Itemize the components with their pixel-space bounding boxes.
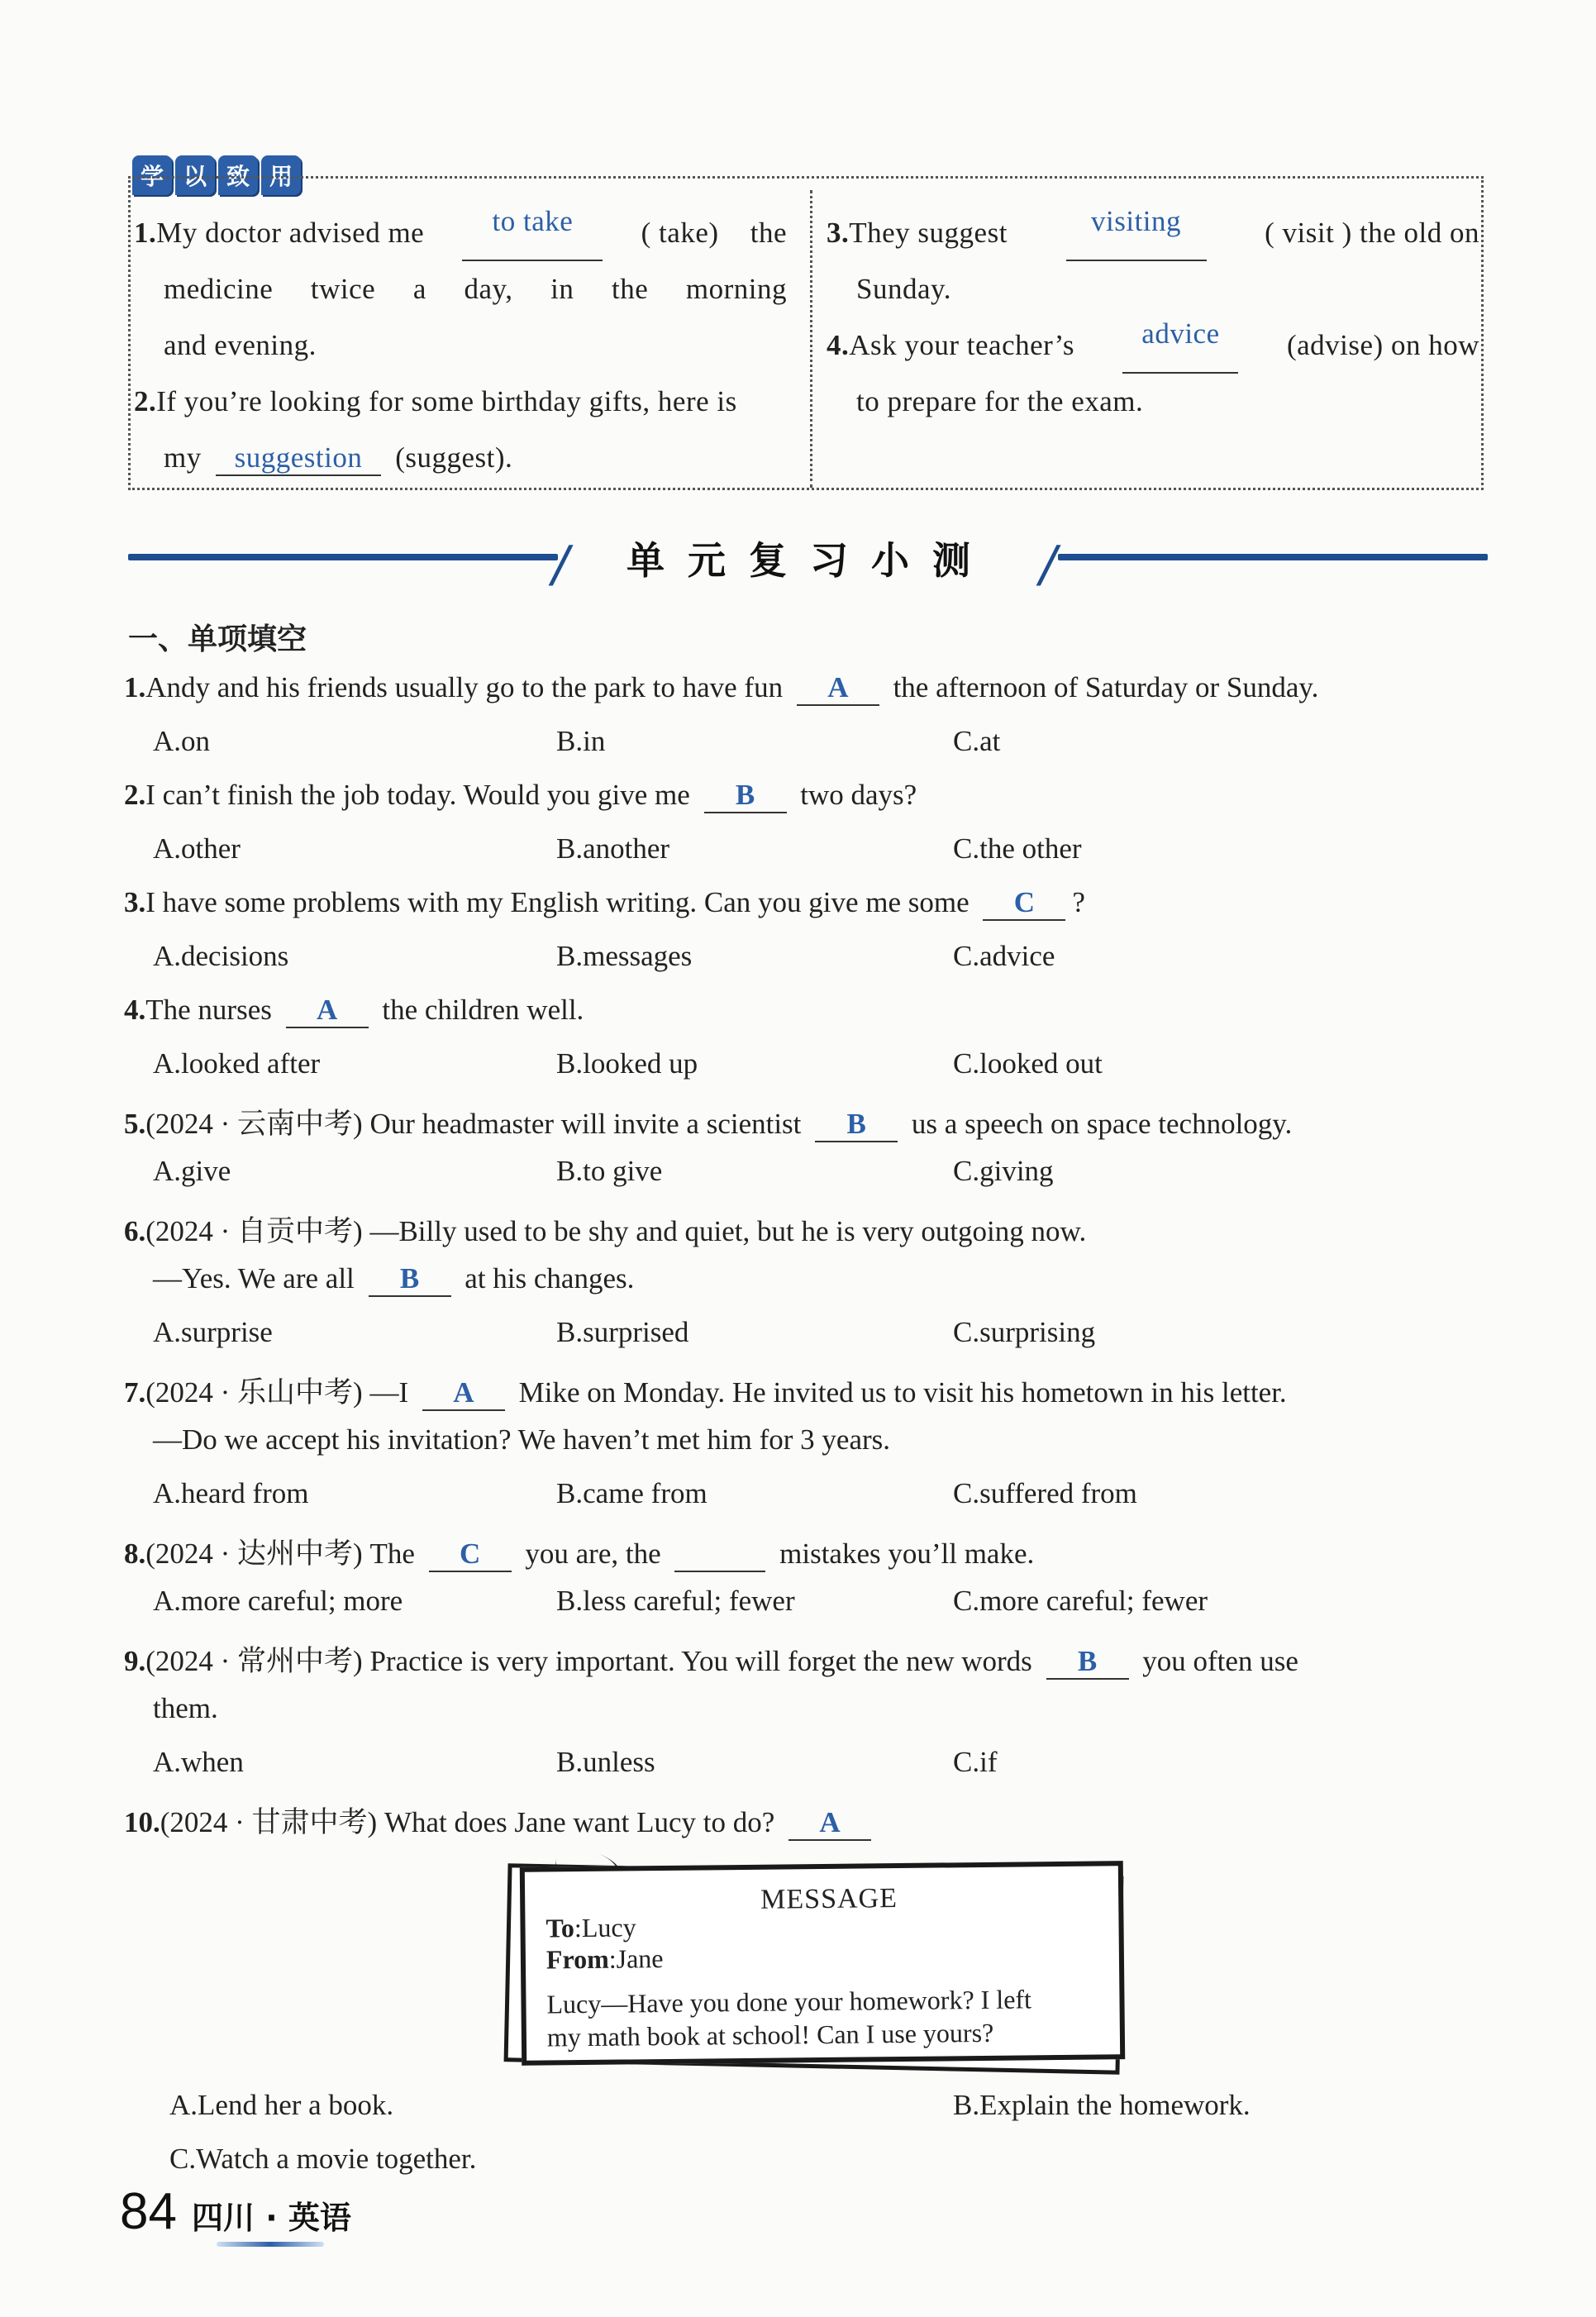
- option-b: B.less careful; fewer: [556, 1585, 795, 1617]
- answer-blank: B: [369, 1262, 451, 1297]
- message-from: From:Jane: [545, 1943, 664, 1975]
- question-10: 10.(2024 · 甘肃中考) What does Jane want Lucy to do? A: [124, 1800, 878, 1841]
- badge-char: 用: [261, 155, 301, 195]
- footer-underline: [217, 2242, 324, 2247]
- option-c: C.more careful; fewer: [953, 1585, 1208, 1617]
- practice-question-3: 3.They suggest visiting ( visit ) the old on Sunday.: [827, 205, 1479, 305]
- option-a: A.decisions: [153, 940, 289, 972]
- question-8: 8.(2024 · 达州中考) The C you are, the mistakes you’ll make.: [124, 1531, 1034, 1572]
- option-a: A.looked after: [153, 1047, 321, 1080]
- question-1: 1.Andy and his friends usually go to the park to have fun A the afternoon of Saturday or Sunday.: [124, 671, 1318, 706]
- badge-char: 学: [132, 155, 172, 195]
- page-number: 84: [120, 2183, 177, 2240]
- option-b: B.surprised: [556, 1316, 689, 1348]
- question-2: 2.I can’t finish the job today. Would you give me B two days?: [124, 779, 917, 813]
- option-a: A.when: [153, 1746, 244, 1778]
- message-to: To:Lucy: [545, 1912, 636, 1943]
- practice-question-1: 1.My doctor advised me to take ( take) the medicine twice a day, in the morning and evening.: [134, 205, 787, 361]
- question-4: 4.The nurses A the children well.: [124, 994, 584, 1028]
- option-b: B.messages: [556, 940, 693, 972]
- practice-question-4: 4.Ask your teacher’s advice (advise) on how to prepare for the exam.: [827, 317, 1479, 417]
- option-c: C.giving: [953, 1155, 1054, 1187]
- option-c: C.suffered from: [953, 1477, 1137, 1509]
- option-c: C.advice: [953, 940, 1055, 972]
- answer-blank: advice: [1122, 317, 1238, 374]
- option-c: C.looked out: [953, 1047, 1103, 1080]
- option-c: C.Watch a movie together.: [169, 2143, 477, 2175]
- badge-char: 致: [218, 155, 258, 195]
- message-body: Lucy—Have you done your homework? I left my math book at school! Can I use yours?: [546, 1984, 1032, 2052]
- question-7-reply: —Do we accept his invitation? We haven’t met him for 3 years.: [153, 1423, 891, 1456]
- option-b: B.unless: [556, 1746, 655, 1778]
- answer-blank: C: [983, 886, 1065, 921]
- option-a: A.give: [153, 1155, 231, 1187]
- option-b: B.came from: [556, 1477, 707, 1509]
- option-c: C.if: [953, 1746, 998, 1778]
- option-b: B.another: [556, 832, 670, 865]
- section-heading: 一、单项填空: [128, 622, 307, 656]
- answer-blank: A: [286, 994, 369, 1028]
- answer-blank: to take: [462, 205, 603, 261]
- message-card: [520, 1861, 1125, 2066]
- banner-slash-right: /: [1040, 536, 1057, 594]
- option-c: C.the other: [953, 832, 1082, 865]
- answer-blank: visiting: [1066, 205, 1207, 261]
- footer-label: 四川 · 英语: [192, 2200, 351, 2236]
- option-a: A.on: [153, 725, 211, 757]
- question-9-continued: them.: [153, 1692, 218, 1724]
- option-a: A.more careful; more: [153, 1585, 403, 1617]
- option-b: B.in: [556, 725, 606, 757]
- option-a: A.Lend her a book.: [169, 2089, 394, 2121]
- answer-blank: A: [422, 1376, 505, 1411]
- banner-slash-left: /: [552, 536, 569, 594]
- question-7: 7.(2024 · 乐山中考) —I A Mike on Monday. He invited us to visit his hometown in his letter.: [124, 1370, 1287, 1411]
- option-c: C.at: [953, 725, 1001, 757]
- answer-blank: A: [797, 671, 879, 706]
- practice-divider: [810, 190, 812, 488]
- banner-rule-left: [128, 554, 558, 560]
- answer-blank: suggestion: [216, 441, 381, 476]
- question-3: 3.I have some problems with my English writing. Can you give me some C ?: [124, 886, 1085, 921]
- question-6: 6.(2024 · 自贡中考) —Billy used to be shy and quiet, but he is very outgoing now.: [124, 1215, 1087, 1247]
- message-title: MESSAGE: [760, 1883, 898, 1915]
- section-banner-title: 单元复习小测: [626, 538, 993, 583]
- option-a: A.other: [153, 832, 241, 865]
- question-6-reply: —Yes. We are all B at his changes.: [153, 1262, 634, 1297]
- banner-rule-right: [1058, 554, 1488, 560]
- answer-blank: C: [429, 1538, 512, 1572]
- empty-blank: [674, 1538, 765, 1572]
- answer-blank: B: [815, 1108, 898, 1142]
- answer-blank: B: [1046, 1645, 1129, 1680]
- option-b: B.looked up: [556, 1047, 698, 1080]
- answer-blank: B: [704, 779, 787, 813]
- option-c: C.surprising: [953, 1316, 1096, 1348]
- option-b: B.Explain the homework.: [953, 2089, 1251, 2121]
- option-b: B.to give: [556, 1155, 663, 1187]
- question-9: 9.(2024 · 常州中考) Practice is very important. You will forget the new words B you often use: [124, 1638, 1298, 1680]
- option-a: A.heard from: [153, 1477, 309, 1509]
- answer-blank: A: [788, 1806, 871, 1841]
- practice-question-2: 2.If you’re looking for some birthday gifts, here is my suggestion (suggest).: [134, 374, 787, 486]
- option-a: A.surprise: [153, 1316, 273, 1348]
- question-5: 5.(2024 · 云南中考) Our headmaster will invite a scientist B us a speech on space technology.: [124, 1101, 1292, 1142]
- badge-char: 以: [175, 155, 215, 195]
